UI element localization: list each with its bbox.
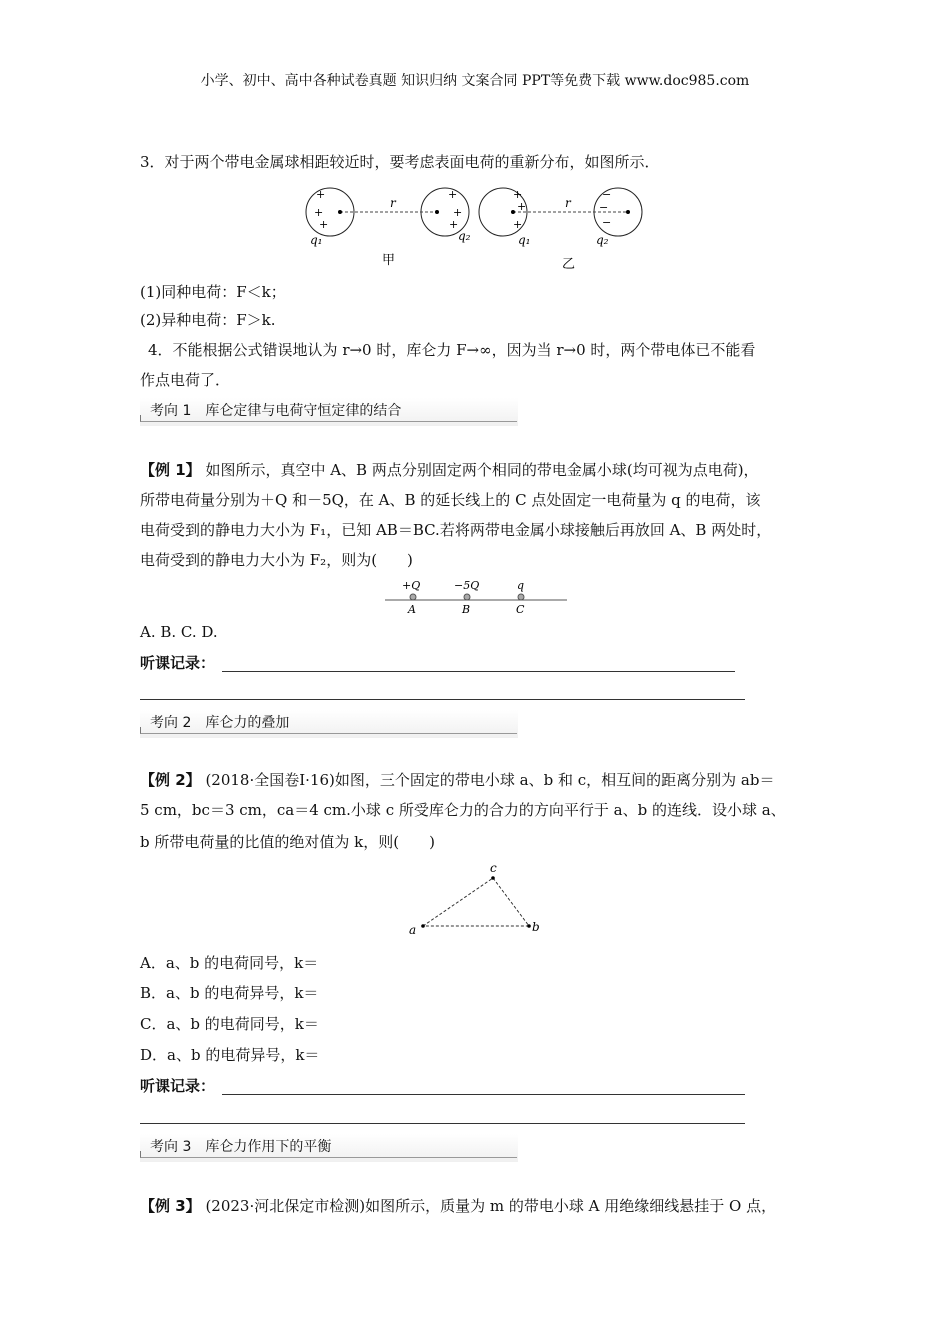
notes-line[interactable]	[222, 1094, 745, 1095]
example-2-option-b[interactable]: B．a、b 的电荷异号，k＝	[140, 984, 319, 1002]
example-2-line-2: 5 cm，bc＝3 cm，ca＝4 cm.小球 c 所受库仑力的合力的方向平行于 a、b 的连线．设小球 a、	[140, 801, 786, 819]
svg-text:+: +	[453, 206, 463, 219]
svg-text:−: −	[599, 201, 609, 214]
example-2-option-c[interactable]: C．a、b 的电荷同号，k＝	[140, 1015, 319, 1033]
svg-text:r: r	[390, 196, 396, 210]
paragraph-3-1: (1)同种电荷：F＜k；	[140, 283, 286, 301]
svg-text:−5Q: −5Q	[454, 579, 480, 592]
notes-label-2: 听课记录：	[140, 1077, 216, 1095]
svg-text:甲: 甲	[382, 253, 396, 268]
svg-text:a: a	[409, 923, 417, 937]
example-1-options[interactable]: A. B. C. D.	[140, 623, 218, 641]
svg-text:+: +	[316, 188, 326, 201]
svg-text:+: +	[517, 200, 527, 213]
paragraph-4-cont: 作点电荷了．	[140, 371, 231, 389]
svg-text:q₂: q₂	[596, 233, 609, 247]
svg-text:b: b	[532, 920, 540, 934]
page-header: 小学、初中、高中各种试卷真题 知识归纳 文案合同 PPT等免费下载 www.doc985.com	[200, 73, 750, 89]
svg-text:r: r	[565, 196, 571, 210]
paragraph-3-2: (2)异种电荷：F＞k.	[140, 311, 276, 329]
example-2-line-3: b 所带电荷量的比值的绝对值为 k，则( )	[140, 833, 435, 851]
notes-label-1: 听课记录：	[140, 654, 216, 672]
example-2-option-a[interactable]: A．a、b 的电荷同号，k＝	[140, 954, 319, 972]
svg-text:+: +	[314, 206, 324, 219]
svg-text:+: +	[513, 188, 523, 201]
svg-text:乙: 乙	[562, 257, 576, 272]
notes-line[interactable]	[222, 671, 735, 672]
example-2-line-1: 【例 2】 (2018·全国卷Ⅰ·16)如图，三个固定的带电小球 a、b 和 c，相互间的距离分别为 ab＝	[140, 771, 775, 789]
svg-text:+: +	[513, 218, 523, 231]
section-header-3: 考向 3 库仑力作用下的平衡	[140, 1134, 518, 1162]
example-3-line-1: 【例 3】 (2023·河北保定市检测)如图所示，质量为 m 的带电小球 A 用绝缘细线悬挂于 O 点，	[140, 1197, 777, 1215]
svg-text:+Q: +Q	[402, 579, 421, 592]
svg-text:+: +	[448, 188, 458, 201]
svg-text:B: B	[462, 603, 471, 616]
example-1-line-4: 电荷受到的静电力大小为 F₂，则为( )	[140, 551, 413, 569]
example-1-line-1: 【例 1】 如图所示，真空中 A、B 两点分别固定两个相同的带电金属小球(均可视为点电荷)，	[140, 461, 759, 479]
notes-line[interactable]	[140, 699, 745, 700]
svg-text:−: −	[602, 216, 612, 229]
section-header-1: 考向 1 库仑定律与电荷守恒定律的结合	[140, 398, 518, 426]
paragraph-4: 4．不能根据公式错误地认为 r→0 时，库仑力 F→∞，因为当 r→0 时，两个带电体已不能看	[148, 341, 756, 359]
svg-text:−: −	[602, 188, 612, 201]
figure-triangle	[405, 858, 545, 940]
figure-charge-distribution	[300, 182, 650, 272]
svg-text:+: +	[319, 218, 329, 231]
svg-text:q: q	[517, 579, 525, 592]
svg-text:c: c	[490, 861, 497, 875]
figure-abc-line	[380, 575, 570, 617]
svg-text:C: C	[516, 603, 525, 616]
example-1-line-2: 所带电荷量分别为＋Q 和－5Q，在 A、B 的延长线上的 C 点处固定一电荷量为 q 的电荷，该	[140, 491, 761, 509]
example-2-option-d[interactable]: D．a、b 的电荷异号，k＝	[140, 1046, 320, 1064]
paragraph-3: 3．对于两个带电金属球相距较近时，要考虑表面电荷的重新分布，如图所示．	[140, 153, 660, 171]
svg-text:A: A	[408, 603, 416, 616]
svg-text:q₂: q₂	[458, 229, 471, 243]
section-header-2: 考向 2 库仑力的叠加	[140, 710, 518, 738]
notes-line[interactable]	[140, 1123, 745, 1124]
example-1-line-3: 电荷受到的静电力大小为 F₁，已知 AB＝BC.若将两带电金属小球接触后再放回 A、B 两处时，	[140, 521, 772, 539]
svg-text:+: +	[449, 218, 459, 231]
svg-text:q₁: q₁	[518, 233, 531, 247]
svg-text:q₁: q₁	[310, 233, 323, 247]
